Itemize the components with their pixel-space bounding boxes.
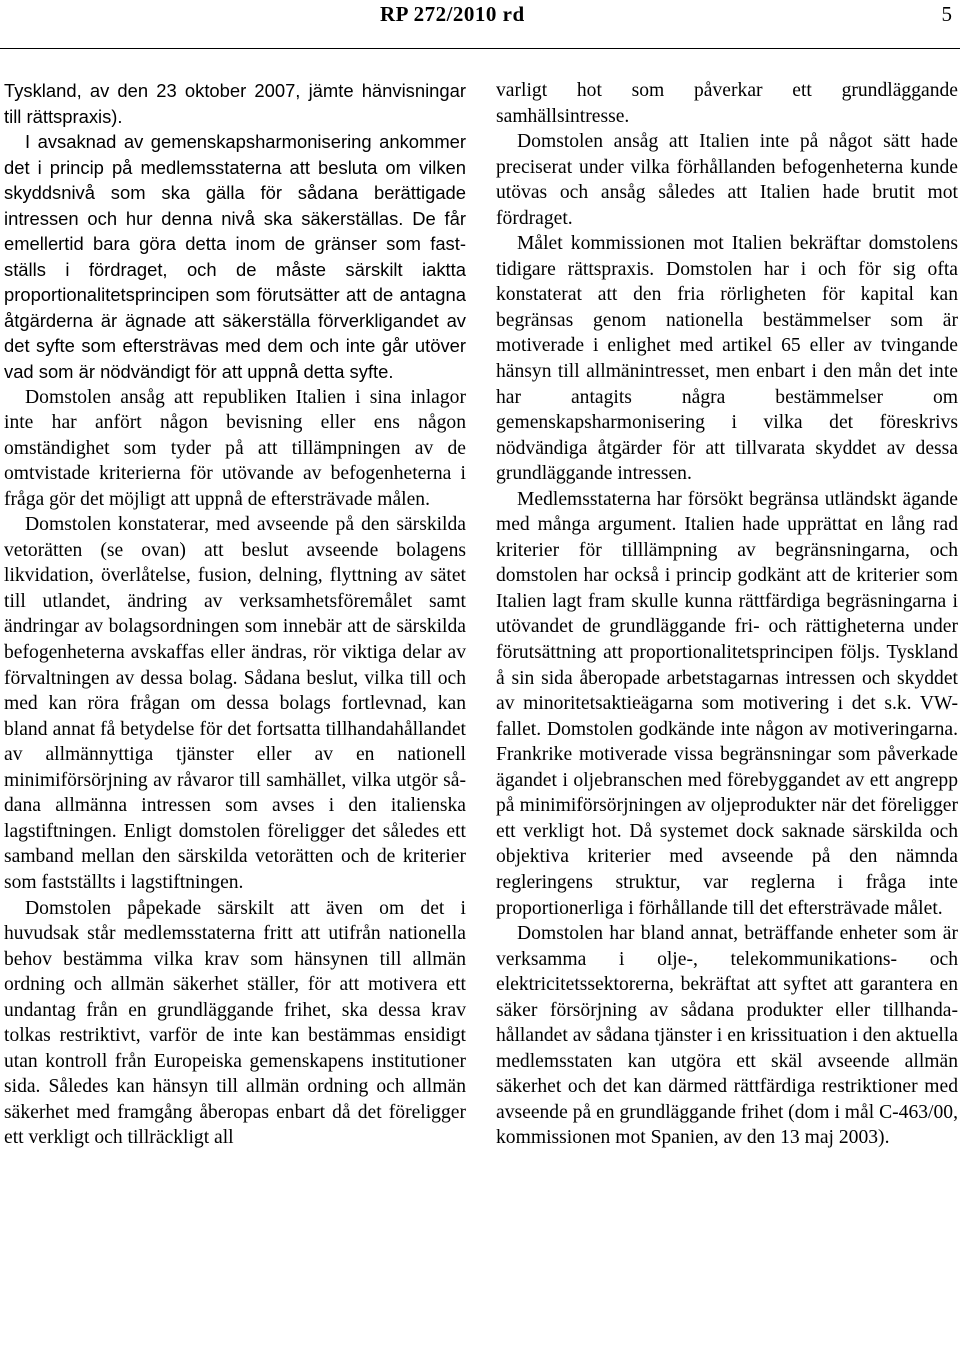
paragraph: Domstolen ansåg att republiken Italien i sina inlagor inte har anfört någon bevisning eller ens någon omständighet som tyder på att tillämpningen av de omtvistade kriterierna för utövande av befogenheterna i fråga gör det möjligt att uppnå de eftersträvade målen. [4,386,466,510]
running-header [0,0,960,60]
paragraph: Domstolen ansåg att Italien inte på något sätt hade preciserat under vilka förhållanden befogenheterna kunde utövas och ansåg således att Italien hade brutit mot fördraget. [496,131,958,229]
paragraph: Målet kommissionen mot Italien bekräftar domstolens tidigare rättspraxis. Domstolen har i och för sig ofta konstaterat att den fria rörligheten för kapital kan begränsas genom nationella bestämmelser som är motiverade i enlighet med artikel 65 eller av tvingande hänsyn till allmänintresset, men enbart i den mån det inte har antagits några bestämmelser om gemenskapsharmonisering i vilka det föreskrivs nödvändiga åtgärder för att tillvarata skyddet av dessa grundläggande intressen. [496,233,958,485]
header-rule [0,48,960,49]
document-title: RP 272/2010 rd [380,2,525,26]
paragraph: Tyskland, av den 23 oktober 2007, jämte hänvisningar till rättspraxis). [4,80,466,127]
paragraph: Domstolen konstaterar, med avseende på den särskilda vetorätten (se ovan) att beslut avseende bolagens likvidation, överlåtelse, fusion, delning, flyttning av sätet till utlandet, ändring av verksamhetsföremålet samt ändringar av bolagsordningen som innebär att de särskilda befogenheterna avskaffas eller ändras, rör viktiga delar av förvaltningen av dessa bolag. Sådana beslut, vilka till och med kan röra frågan om dessa bolags fortlevnad, kan bland annat få betydelse för det fortsatta tillhandahållandet av allmännyttiga tjänster eller av en nationell minimiförsörjning av råvaror till samhället, vilka utgör sådana allmänna intressen som avses i den italienska lagstiftningen. Enligt domstolen föreligger det således ett samband mellan den särskilda vetorätten och de kriterier som fastställts i lagstiftningen. [4,514,466,893]
left-column [4,78,466,1151]
paragraph: Domstolen har bland annat, beträffande enheter som är verksamma i olje-, telekommunikations- och elektricitetssektorerna, bekräftat att syftet att garantera en säker försörjning av sådana produkter eller tillhandahållandet av sådana tjänster i en krissituation i den aktuella medlemsstaten kan utgöra ett skäl avseende allmän säkerhet och det kan därmed rättfärdiga restriktioner med avseende på en grundläggande frihet (dom i mål C-463/00, kommissionen mot Spanien, av den 13 maj 2003). [496,923,958,1149]
right-column [496,78,958,1151]
paragraph: varligt hot som påverkar ett grundläggande samhällsintresse. [496,80,958,127]
paragraph: Medlemsstaterna har försökt begränsa utländskt ägande med många argument. Italien hade upprättat en lång rad kriterier för tilllämpning av begränsningarna, och domstolen har också i princip godkänt att de kriterier som Italien lagt fram skulle kunna rättfärdiga begräsningarna i utövandet de grundläggande fri- och rättigheterna under förutsättning att proportionalitetsprincipen följs. Tyskland å sin sida åberopade arbetstagarnas intressen och skyddet av minoritetsaktieägarna som motivering i det s.k. VW-fallet. Domstolen godkände inte någon av motiveringarna. Frankrike motiverade vissa begränsningar som påverkade ägandet i oljebranschen med förebyggandet av ett angrepp på minimiförsörjningen av oljeprodukter när det föreligger ett verkligt hot. Då systemet dock saknade särskilda och objektiva kriterier med avseende på den nämnda regleringens struktur, var reglerna i fråga inte proportionerliga i förhållande till det eftersträvade målet. [496,488,958,919]
paragraph: Domstolen påpekade särskilt att även om det i huvudsak står medlemsstaterna fritt att utifrån nationella behov bestämma vilka krav som hänsynen till allmän ordning och allmän säkerhet ställer, för att motivera ett undantag från en grundläggande frihet, ska dessa krav tolkas restriktivt, varför de inte kan bestämmas ensidigt utan kontroll från Europeiska gemenskapens institutioner sida. Således kan hänsyn till allmän ordning och allmän säkerhet med framgång åberopas enbart då det föreligger ett verkligt och tillräckligt all [4,897,466,1149]
paragraph: I avsaknad av gemenskapsharmonisering ankommer det i princip på medlemsstaterna att besluta om vilken skyddsnivå som ska gälla för sådana berättigade intressen och hur denna nivå ska säkerställas. De får emellertid bara göra detta inom de gränser som fastställs i fördraget, och de måste särskilt iaktta proportionalitetsprincipen som förutsätter att de antagna åtgärderna är ägnade att säkerställa förverkligandet av det syfte som eftersträvas med dem och inte går utöver vad som är nödvändigt för att uppnå detta syfte. [4,131,466,383]
page-number: 5 [941,2,952,26]
